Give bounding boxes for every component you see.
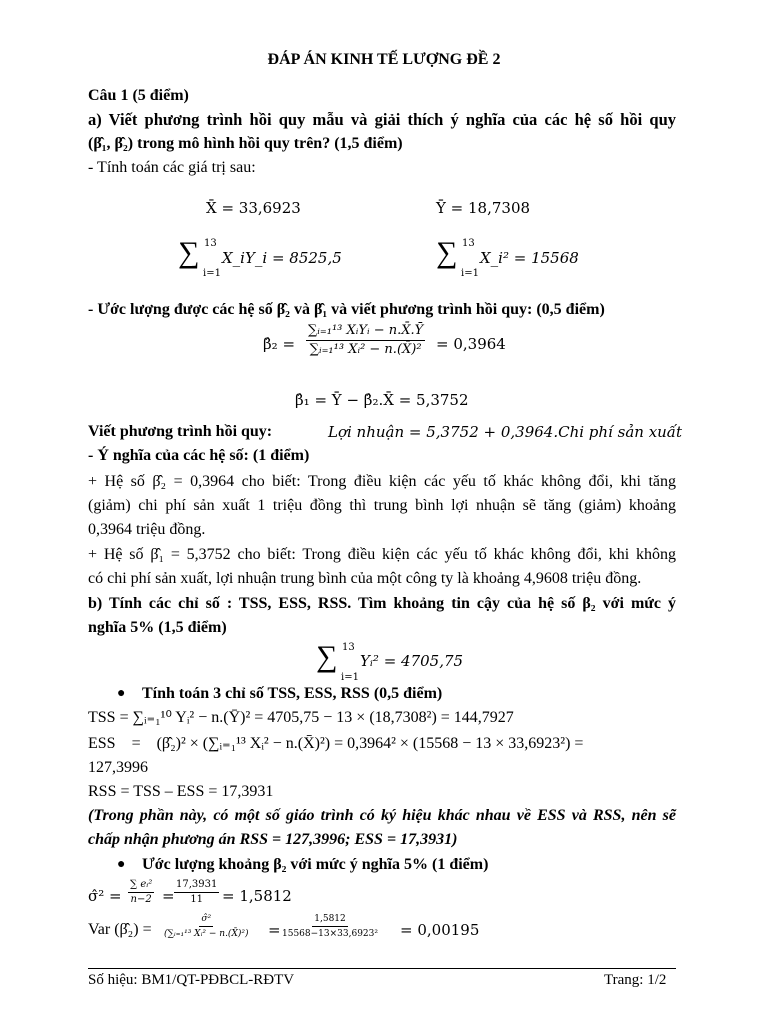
sum-xy: X_iY_i = 8525,5	[222, 249, 342, 267]
document-title: ĐÁP ÁN KINH TẾ LƯỢNG ĐỀ 2	[267, 51, 501, 68]
ess-formula-line-1: ESS = (β̂₂)² × (∑ᵢ₌₁¹³ Xᵢ² − n.(X̄)²) = 0,3964² × (15568 − 13 × 33,6923²) =	[88, 735, 584, 752]
var-fraction-1-denominator: (∑ᵢ₌₁¹³ Xᵢ² − n.(X̄)²)	[164, 929, 249, 939]
sigma-lhs: σ̂² =	[88, 887, 122, 905]
var-fraction-1-numerator: σ̂²	[199, 912, 213, 927]
beta2-result: = 0,3964	[436, 335, 506, 353]
footer-divider	[88, 968, 676, 969]
mean-y: Ȳ = 18,7308	[436, 199, 531, 217]
sum-y-squared: Yᵢ² = 4705,75	[360, 652, 464, 670]
ess-formula-line-2: 127,3996	[88, 759, 148, 776]
sum-symbol: ∑	[436, 236, 458, 269]
sigma-fraction-1	[128, 878, 154, 907]
var-lhs: Var (β̂₂) =	[88, 921, 152, 938]
meaning-beta2-line-3: 0,3964 triệu đồng.	[88, 521, 206, 538]
meaning-heading: - Ý nghĩa của các hệ số: (1 điểm)	[88, 447, 310, 464]
note-line-1: (Trong phần này, có một số giáo trình có ký hiệu khác nhau về ESS và RSS, nên sẽ	[88, 807, 676, 824]
equals-sign: =	[268, 921, 281, 939]
var-fraction-2-numerator: 1,5812	[312, 912, 348, 927]
var-fraction-2	[280, 912, 380, 941]
question-1a-line-2: (β̂₁, β̂₂) trong mô hình hồi quy trên? (1,5 điểm)	[88, 135, 403, 152]
sum-lower-limit: i=1	[341, 672, 359, 683]
meaning-beta2-line-2: (giảm) chi phí sản xuất 1 triệu đồng thì trung bình lợi nhuận sẽ tăng (giảm) khoảng	[88, 497, 676, 514]
sigma-fraction-1-denominator: n−2	[130, 894, 152, 905]
bullet-icon: ●	[117, 857, 126, 872]
question-1b-line-2: nghĩa 5% (1,5 điểm)	[88, 619, 227, 636]
sigma-fraction-2	[174, 878, 219, 907]
question-1-heading: Câu 1 (5 điểm)	[88, 87, 189, 104]
var-fraction-1	[162, 912, 250, 941]
rss-formula: RSS = TSS – ESS = 17,3931	[88, 783, 274, 800]
calc-intro: - Tính toán các giá trị sau:	[88, 159, 256, 176]
sum-lower-limit: i=1	[203, 268, 221, 279]
tss-formula: TSS = ∑ᵢ₌₁¹⁰ Yᵢ² − n.(Ȳ)² = 4705,75 − 13 × (18,7308²) = 144,7927	[88, 709, 514, 726]
sum-symbol: ∑	[316, 640, 338, 673]
sum-upper-limit: 13	[342, 642, 355, 653]
mean-x: X̄ = 33,6923	[206, 199, 301, 217]
beta2-lhs: β̂₂ =	[263, 335, 296, 353]
sum-x-squared: X_i² = 15568	[480, 249, 579, 267]
beta2-denominator: ∑ᵢ₌₁¹³ Xᵢ² − n.(X̄)²	[309, 342, 422, 357]
sum-symbol: ∑	[178, 236, 200, 269]
meaning-beta1-line-1: + Hệ số β̂₁ = 5,3752 cho biết: Trong điều kiện các yếu tố khác không đổi, khi không	[88, 546, 676, 563]
sum-lower-limit: i=1	[461, 268, 479, 279]
sum-upper-limit: 13	[204, 238, 217, 249]
estimate-heading: - Ước lượng được các hệ số β̂₂ và β̂₁ và viết phương trình hồi quy: (0,5 điểm)	[88, 301, 605, 318]
note-line-2: chấp nhận phương án RSS = 127,3996; ESS = 17,3931)	[88, 831, 458, 848]
sigma-fraction-2-numerator: 17,3931	[174, 878, 219, 893]
var-fraction-2-denominator: 15568−13×33,6923²	[282, 929, 378, 939]
regression-label: Viết phương trình hồi quy:	[88, 423, 273, 440]
question-1b-line-1: b) Tính các chỉ số : TSS, ESS, RSS. Tìm khoảng tin cậy của hệ số β₂ với mức ý	[88, 595, 676, 612]
equals-sign: =	[162, 887, 175, 905]
bullet-tss-ess-rss: Tính toán 3 chỉ số TSS, ESS, RSS (0,5 điểm)	[142, 685, 443, 702]
regression-equation: Lợi nhuận = 5,3752 + 0,3964.Chi phí sản xuất	[328, 423, 683, 441]
beta1-formula: β̂₁ = Ȳ − β̂₂.X̄ = 5,3752	[295, 391, 469, 409]
var-result: = 0,00195	[400, 921, 480, 939]
sigma-result: = 1,5812	[222, 887, 292, 905]
bullet-icon: ●	[117, 686, 126, 701]
meaning-beta2-line-1: + Hệ số β̂₂ = 0,3964 cho biết: Trong điều kiện các yếu tố khác không đổi, khi tăng	[88, 473, 676, 490]
sum-upper-limit: 13	[462, 238, 475, 249]
sigma-fraction-2-denominator: 11	[190, 894, 204, 905]
bullet-interval-estimate: Ước lượng khoảng β₂ với mức ý nghĩa 5% (1 điểm)	[142, 856, 489, 873]
footer-document-code: Số hiệu: BM1/QT-PĐBCL-RĐTV	[88, 972, 295, 988]
sigma-fraction-1-numerator: ∑ eᵢ²	[128, 878, 154, 893]
meaning-beta1-line-2: có chi phí sản xuất, lợi nhuận trung bình của một công ty là khoảng 4,9608 triệu đồng.	[88, 570, 642, 587]
footer-page-number: Trang: 1/2	[604, 972, 667, 988]
beta2-fraction	[306, 322, 425, 359]
beta2-numerator: ∑ᵢ₌₁¹³ XᵢYᵢ − n.X̄.Ȳ	[306, 322, 425, 341]
question-1a-line-1: a) Viết phương trình hồi quy mẫu và giải thích ý nghĩa của các hệ số hồi quy	[88, 110, 676, 129]
